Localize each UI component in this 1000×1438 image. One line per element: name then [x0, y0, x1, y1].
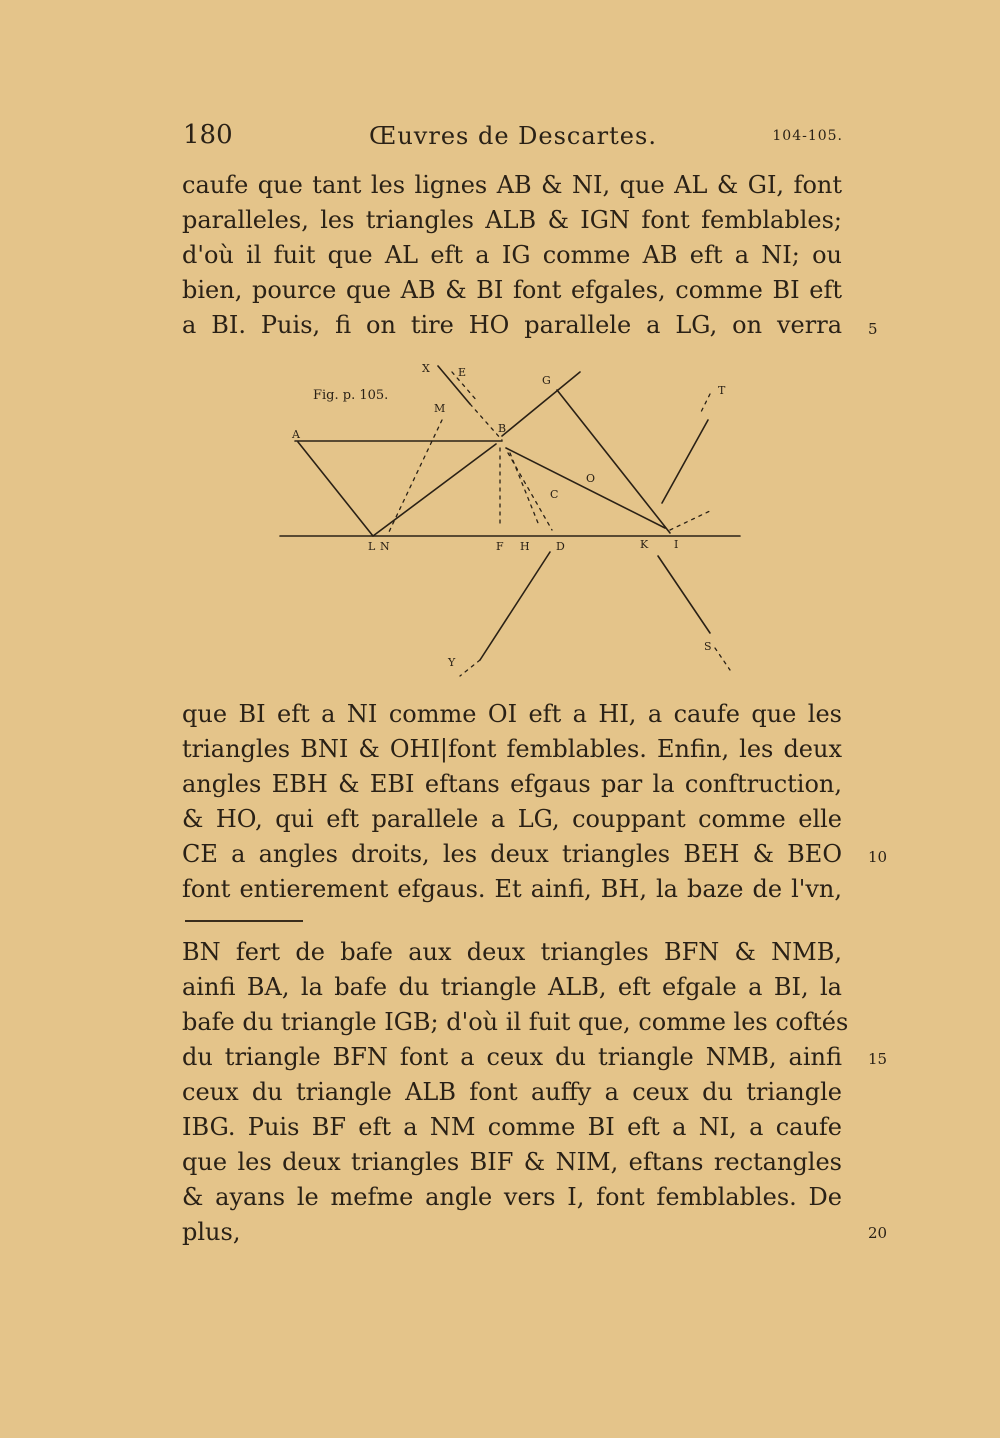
margin-line-number: 10	[868, 848, 888, 866]
figure-line-s	[658, 556, 710, 633]
text-line: que BI eft a NI comme OI eft a HI, a caufe que les	[182, 700, 842, 728]
figure-label-y: Y	[448, 656, 456, 669]
paragraph-2	[182, 697, 842, 907]
figure-line-bo	[506, 448, 665, 528]
text-line: BN fert de bafe aux deux triangles BFN & NMB,	[182, 938, 842, 966]
figure-dotted-h	[508, 453, 552, 530]
figure-label-c: C	[550, 488, 559, 501]
text-line: d'où il fuit que AL eft a IG comme AB eft a NI; ou	[182, 241, 842, 269]
margin-line-number: 20	[868, 1224, 888, 1242]
figure-label-x: X	[422, 362, 430, 375]
text-line: triangles BNI & OHI|font femblables. Enfin, les deux	[182, 735, 842, 763]
figure-dotted-y	[460, 660, 480, 676]
figure-diagram	[270, 358, 750, 688]
text-line: & ayans le mefme angle vers I, font femblables. De	[182, 1183, 842, 1211]
figure-caption: Fig. p. 105.	[313, 388, 389, 403]
figure-line-an	[298, 442, 373, 536]
figure-line-y	[480, 552, 550, 660]
footnote-rule	[185, 920, 303, 922]
margin-line-number: 15	[868, 1050, 888, 1068]
text-line: bien, pource que AB & BI font efgales, comme BI eft	[182, 276, 842, 304]
text-line: font entierement efgaus. Et ainfi, BH, la baze de l'vn,	[182, 875, 842, 903]
figure-label-k: K	[640, 538, 649, 551]
figure-label-h: H	[520, 540, 530, 553]
figure-label-s: S	[704, 640, 712, 653]
figure-label-e: E	[458, 366, 467, 379]
figure-label-b: B	[498, 422, 507, 435]
figure-label-a: A	[292, 428, 300, 441]
text-line: bafe du triangle IGB; d'où il fuit que, comme les coftés	[182, 1008, 849, 1036]
figure-dotted-s	[715, 648, 730, 670]
text-line: paralleles, les triangles ALB & IGN font femblables;	[182, 206, 842, 234]
margin-line-number: 5	[868, 320, 878, 338]
figure-label-f: F	[496, 540, 504, 553]
figure-line-t	[662, 420, 708, 503]
figure-dotted-t	[700, 394, 710, 414]
figure-label-g: G	[542, 374, 551, 387]
page-range: 104-105.	[772, 128, 843, 144]
text-line: ainfi BA, la bafe du triangle ALB, eft efgale a BI, la	[182, 973, 842, 1001]
footnote-paragraph	[182, 935, 849, 1250]
figure-label-i: I	[674, 538, 679, 551]
figure-label-t: T	[718, 384, 726, 397]
text-line: a BI. Puis, fi on tire HO parallele a LG, on verra	[182, 311, 842, 339]
figure-dotted-ml	[388, 420, 442, 534]
running-title: Œuvres de Descartes.	[369, 122, 657, 150]
paragraph-1	[182, 168, 842, 343]
figure-line-nb	[373, 444, 496, 536]
text-line: plus,	[182, 1218, 241, 1246]
page-number: 180	[183, 120, 233, 150]
text-line: angles EBH & EBI eftans efgaus par la conftruction,	[182, 770, 842, 798]
text-line: caufe que tant les lignes AB & NI, que AL & GI, font	[182, 171, 842, 199]
figure-label-m: M	[434, 402, 446, 415]
figure-label-d: D	[556, 540, 565, 553]
geometric-figure	[270, 358, 750, 688]
figure-label-o: O	[586, 472, 596, 485]
page-header	[183, 120, 843, 154]
figure-label-l: L	[368, 540, 376, 553]
figure-label-n: N	[380, 540, 390, 553]
figure-line-gi	[557, 390, 670, 533]
text-line: du triangle BFN font a ceux du triangle NMB, ainfi	[182, 1043, 842, 1071]
text-line: & HO, qui eft parallele a LG, couppant comme elle	[182, 805, 842, 833]
figure-dotted-c	[510, 453, 538, 523]
text-line: que les deux triangles BIF & NIM, eftans rectangles	[182, 1148, 842, 1176]
figure-dotted-ik	[670, 510, 712, 530]
text-line: ceux du triangle ALB font auffy a ceux du triangle	[182, 1078, 842, 1106]
text-line: IBG. Puis BF eft a NM comme BI eft a NI, a caufe	[182, 1113, 842, 1141]
text-line: CE a angles droits, les deux triangles BEH & BEO	[182, 840, 842, 868]
